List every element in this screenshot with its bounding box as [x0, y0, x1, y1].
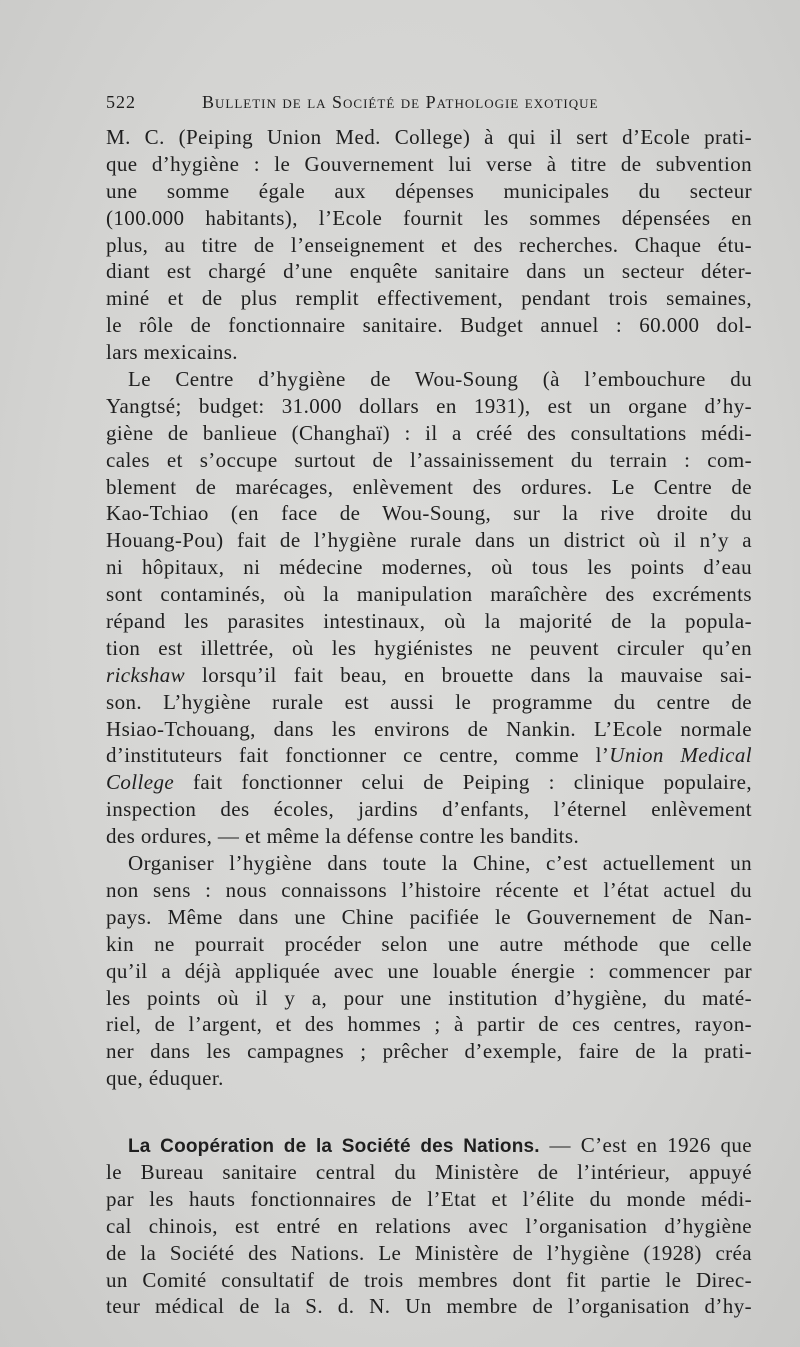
text-line: inspection des écoles, jardins d’enfants, l’éternel enlèvement [106, 797, 752, 822]
italic-word: rickshaw [106, 662, 186, 687]
italic-word: College [106, 770, 175, 795]
text-line: Kao-Tchiao (en face de Wou-Soung, sur la rive droite du [106, 501, 752, 526]
section-gap [106, 1092, 752, 1132]
text-line: giène de banlieue (Changhaï) : il a créé des consultations médi- [106, 420, 752, 445]
text-line [106, 662, 752, 689]
text-line: Yangtsé; budget: 31.000 dollars en 1931), est un organe d’hy- [106, 393, 752, 418]
running-header [106, 92, 752, 116]
text-line: riel, de l’argent, et des hommes ; à partir de ces centres, rayon- [106, 1012, 752, 1037]
text-fragment: lorsqu’il fait beau, en brouette dans la mauvaise sai- [202, 662, 752, 687]
text-line: qu’il a déjà appliquée avec une louable énergie : commencer par [106, 958, 752, 983]
page-number: 522 [106, 92, 136, 112]
text-line: cales et s’occupe surtout de l’assainissement du terrain : com- [106, 447, 752, 472]
text-line: ner dans les campagnes ; prêcher d’exemple, faire de la prati- [106, 1039, 752, 1064]
text-line: cal chinois, est entré en relations avec l’organisation d’hygiène [106, 1213, 752, 1238]
text-line: non sens : nous connaissons l’histoire récente et l’état actuel du [106, 877, 752, 902]
text-line: le rôle de fonctionnaire sanitaire. Budget annuel : 60.000 dol- [106, 313, 752, 338]
text-line: Houang-Pou) fait de l’hygiène rurale dans un district où il n’y a [106, 528, 752, 553]
text-line: le Bureau sanitaire central du Ministère de l’intérieur, appuyé [106, 1159, 752, 1184]
text-line: M. C. (Peiping Union Med. College) à qui il sert d’Ecole prati- [106, 125, 752, 149]
text-line: que d’hygiène : le Gouvernement lui verse à titre de subvention [106, 151, 752, 176]
text-line [106, 769, 752, 796]
text-line: sont contaminés, où la manipulation maraîchère des excréments [106, 582, 752, 607]
text-line: par les hauts fonctionnaires de l’Etat et l’élite du monde médi- [106, 1186, 752, 1211]
text-line: les points où il y a, pour une institution d’hygiène, du maté- [106, 985, 752, 1010]
text-line: diant est chargé d’une enquête sanitaire dans un secteur déter- [106, 259, 752, 284]
text-line: pays. Même dans une Chine pacifiée le Gouvernement de Nan- [106, 904, 752, 929]
text-line: lars mexicains. [106, 340, 238, 365]
text-line: teur médical de la S. d. N. Un membre de l’organisation d’hy- [106, 1294, 752, 1319]
text-line: Organiser l’hygiène dans toute la Chine, c’est actuellement un [128, 851, 752, 876]
text-fragment: d’instituteurs fait fonctionner ce centre, comme l’ [106, 743, 610, 768]
text-line: une somme égale aux dépenses municipales du secteur [106, 178, 752, 203]
italic-phrase: Union Medical [609, 743, 752, 768]
text-line: son. L’hygiène rurale est aussi le programme du centre de [106, 689, 752, 714]
text-line: miné et de plus remplit effectivement, pendant trois semaines, [106, 286, 752, 311]
text-line: Le Centre d’hygiène de Wou-Soung (à l’embouchure du [128, 367, 752, 392]
section-heading: La Coopération de la Société des Nations. [128, 1136, 540, 1158]
text-line: de la Société des Nations. Le Ministère de l’hygiène (1928) créa [106, 1240, 752, 1265]
text-line: un Comité consultatif de trois membres dont fit partie le Direc- [106, 1267, 752, 1292]
text-line: kin ne pourrait procéder selon une autre méthode que celle [106, 931, 752, 956]
text-line: blement de marécages, enlèvement des ordures. Le Centre de [106, 474, 752, 499]
text-line [106, 1132, 752, 1159]
text-line: Hsiao-Tchouang, dans les environs de Nankin. L’Ecole normale [106, 716, 752, 741]
text-line: plus, au titre de l’enseignement et des recherches. Chaque étu- [106, 232, 752, 257]
text-fragment: — C’est en 1926 que [549, 1133, 752, 1158]
text-line: que, éduquer. [106, 1066, 224, 1091]
text-line: des ordures, — et même la défense contre les bandits. [106, 824, 580, 849]
body-text [106, 124, 752, 1320]
text-fragment: fait fonctionner celui de Peiping : clinique populaire, [193, 770, 752, 795]
text-line: ni hôpitaux, ni médecine modernes, où tous les points d’eau [106, 555, 752, 580]
text-line: (100.000 habitants), l’Ecole fournit les sommes dépensées en [106, 205, 752, 230]
running-title: Bulletin de la Société de Pathologie exotique [202, 92, 599, 112]
text-line: tion est illettrée, où les hygiénistes ne peuvent circuler qu’en [106, 635, 752, 660]
text-line: répand les parasites intestinaux, où la majorité de la popula- [106, 609, 752, 634]
text-line [106, 742, 752, 769]
